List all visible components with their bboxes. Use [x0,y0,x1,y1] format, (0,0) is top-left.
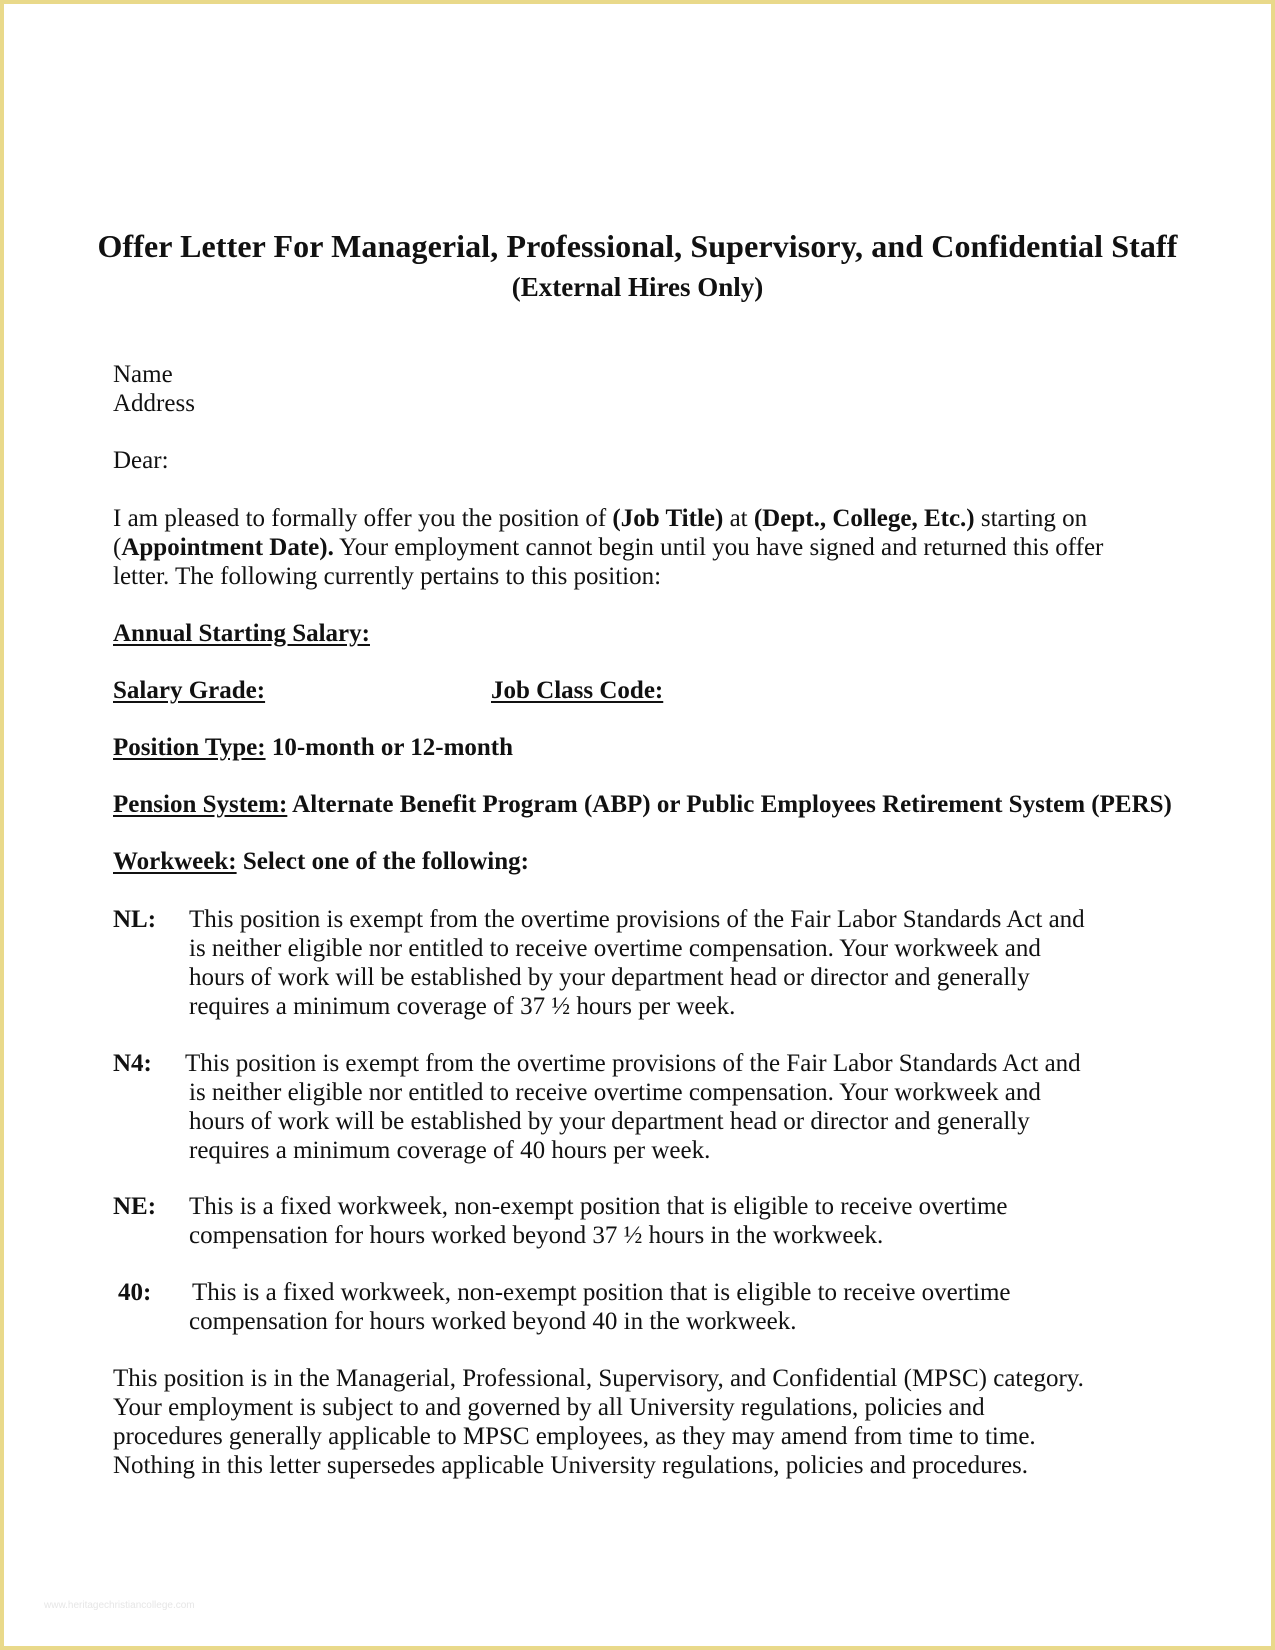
workweek-code-40: 40: [118,1279,152,1306]
text-line: compensation for hours worked beyond 40 in the workweek. [189,1308,797,1335]
intro-text: ( [113,534,122,561]
text-line: procedures generally applicable to MPSC employees, as they may amend from time to time. [113,1423,1036,1450]
pension-system-value: Alternate Benefit Program (ABP) or Public Employees Retirement System (PERS) [287,791,1172,818]
intro-text: I am pleased to formally offer you the position of [113,505,613,532]
workweek-code-n4: N4: [113,1050,152,1077]
text-line: This position is exempt from the overtime provisions of the Fair Labor Standards Act and [185,1050,1081,1077]
workweek-code-ne: NE: [113,1193,157,1220]
position-type-field [113,733,513,762]
intro-text: starting on [974,505,1088,532]
text-line: compensation for hours worked beyond 37 ½ hours in the workweek. [189,1222,884,1249]
pension-system-field [113,790,1172,819]
text-line: requires a minimum coverage of 40 hours per week. [189,1137,711,1164]
text-line: This is a fixed workweek, non-exempt position that is eligible to receive overtime [189,1193,1008,1220]
watermark: www.heritagechristiancollege.com [44,1600,195,1611]
text-line: requires a minimum coverage of 37 ½ hours per week. [189,993,736,1020]
text-line: is neither eligible nor entitled to receive overtime compensation. Your workweek and [189,1079,1041,1106]
workweek-label: Workweek: [113,848,237,875]
workweek-code-nl: NL: [113,906,157,933]
text-line: This is a fixed workweek, non-exempt position that is eligible to receive overtime [192,1279,1011,1306]
text-line: Your employment is subject to and governed by all University regulations, policies and [113,1394,985,1421]
workweek-desc-ne [189,1192,1109,1250]
workweek-value: Select one of the following: [236,848,529,875]
recipient-name: Name [113,361,173,388]
closing-paragraph [113,1364,1084,1480]
document-subtitle: (External Hires Only) [511,272,764,302]
position-type-label: Position Type: [113,734,266,761]
intro-line-1 [113,504,1087,533]
position-type-value: 10-month or 12-month [265,734,514,761]
annual-salary-label: Annual Starting Salary: [113,620,370,647]
intro-text: at [723,505,754,532]
recipient-address: Address [113,390,195,417]
workweek-desc-40 [189,1278,1109,1336]
job-class-code-label: Job Class Code: [491,677,664,704]
workweek-desc-n4 [185,1049,1109,1165]
workweek-field [113,847,529,876]
job-title-placeholder: (Job Title) [612,505,724,532]
department-placeholder: (Dept., College, Etc.) [753,505,975,532]
salary-grade-label: Salary Grade: [113,677,266,704]
intro-line-2 [113,533,1103,562]
text-line: Nothing in this letter supersedes applicable University regulations, policies and procedures. [113,1452,1029,1479]
salutation: Dear: [113,447,169,474]
annual-salary-field [113,619,370,648]
text-line: is neither eligible nor entitled to receive overtime compensation. Your workweek and [189,935,1041,962]
appointment-date-placeholder: Appointment Date). [121,534,334,561]
workweek-desc-nl [189,905,1109,1021]
text-line: This position is exempt from the overtime provisions of the Fair Labor Standards Act and [189,906,1085,933]
text-line: This position is in the Managerial, Professional, Supervisory, and Confidential (MPSC) category. [113,1365,1084,1392]
text-line: hours of work will be established by your department head or director and generally [189,1108,1030,1135]
salary-grade-field [113,676,265,705]
intro-text: Your employment cannot begin until you have signed and returned this offer [333,534,1104,561]
intro-line-3: letter. The following currently pertains to this position: [113,563,662,590]
text-line: hours of work will be established by your department head or director and generally [189,964,1030,991]
document-title: Offer Letter For Managerial, Professional, Supervisory, and Confidential Staff [97,228,1178,264]
pension-system-label: Pension System: [113,791,288,818]
job-class-code-field [491,676,663,705]
